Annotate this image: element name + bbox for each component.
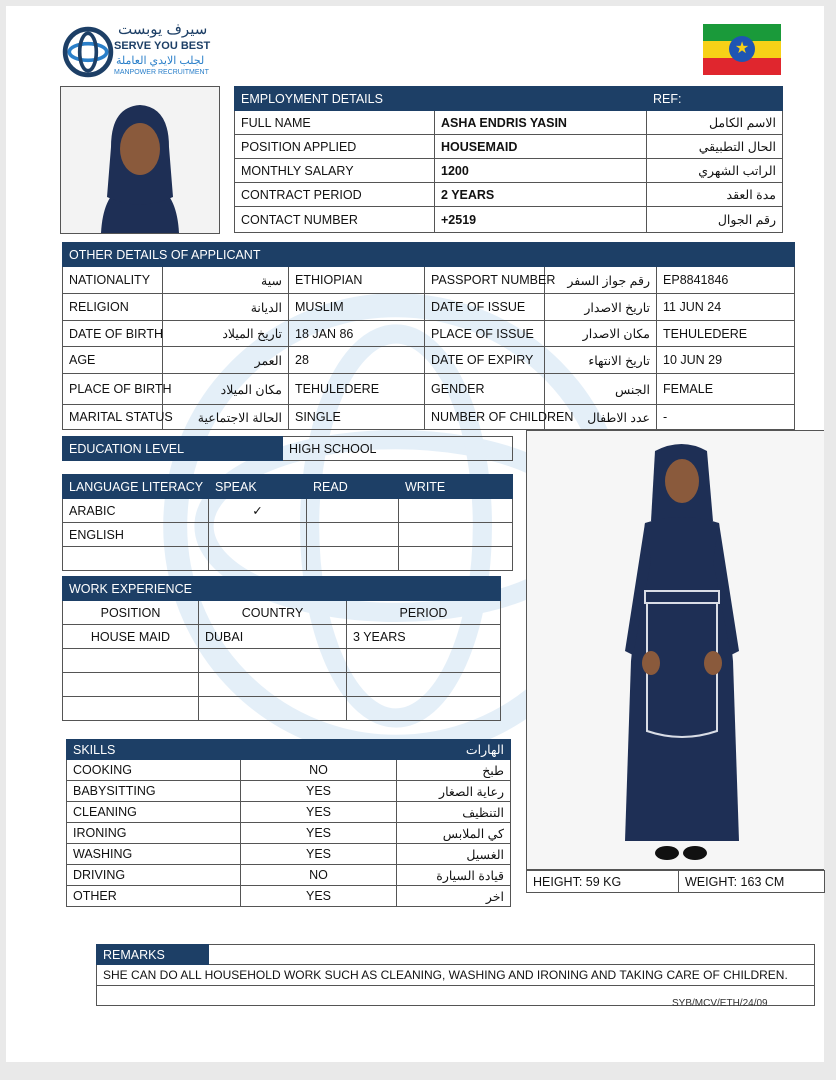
issue-place-arabic: مكان الاصدار (545, 321, 657, 347)
skills-title: SKILLS (67, 740, 397, 760)
birth-place-value: TEHULEDERE (289, 374, 425, 405)
skill-arabic: كي الملابس (397, 823, 511, 844)
height-value: HEIGHT: 59 KG (527, 871, 679, 893)
language-header: LANGUAGE LITERACY (63, 475, 209, 499)
work-period (347, 649, 501, 673)
table-row (63, 547, 513, 571)
country-header: COUNTRY (199, 601, 347, 625)
work-country (199, 697, 347, 721)
skills-section (66, 739, 510, 907)
table-row (67, 844, 511, 865)
skill-value: YES (241, 802, 397, 823)
table-row (67, 802, 511, 823)
table-row (67, 886, 511, 907)
position-label: POSITION APPLIED (235, 135, 435, 159)
education-section (62, 436, 512, 461)
other-details-title: OTHER DETAILS OF APPLICANT (63, 243, 425, 267)
age-value: 28 (289, 347, 425, 374)
skill-name: IRONING (67, 823, 241, 844)
table-row (67, 823, 511, 844)
skill-value: NO (241, 760, 397, 781)
position-arabic: الحال التطبيقي (647, 135, 783, 159)
full-name-arabic: الاسم الكامل (647, 111, 783, 135)
children-arabic: عدد الاطفال (545, 405, 657, 430)
skill-arabic: اخر (397, 886, 511, 907)
expiry-value: 10 JUN 29 (657, 347, 795, 374)
work-position: HOUSE MAID (63, 625, 199, 649)
company-arabic: سيرف يوبست (118, 21, 208, 38)
write-header: WRITE (399, 475, 513, 499)
passport-arabic: رقم جواز السفر (545, 267, 657, 294)
table-row (63, 625, 501, 649)
children-value: - (657, 405, 795, 430)
gender-value: FEMALE (657, 374, 795, 405)
issue-date-value: 11 JUN 24 (657, 294, 795, 321)
religion-arabic: الديانة (163, 294, 289, 321)
language-name: ARABIC (63, 499, 209, 523)
skill-name: CLEANING (67, 802, 241, 823)
work-period (347, 697, 501, 721)
speak-cell (209, 547, 307, 571)
expiry-arabic: تاريخ الانتهاء (545, 347, 657, 374)
remarks-title: REMARKS (97, 945, 209, 965)
religion-label: RELIGION (63, 294, 163, 321)
company-sub: MANPOWER RECRUITMENT (114, 69, 209, 76)
table-row (63, 649, 501, 673)
period-header: PERIOD (347, 601, 501, 625)
other-details-section (62, 242, 794, 430)
company-arabic-sub: لجلب الايدي العاملة (116, 55, 205, 67)
cv-page (6, 6, 824, 1062)
birth-place-arabic: مكان الميلاد (163, 374, 289, 405)
applicant-full-photo (526, 430, 824, 870)
other-details-header-blank (425, 243, 795, 267)
language-section (62, 474, 512, 571)
work-period (347, 673, 501, 697)
table-row (63, 499, 513, 523)
applicant-portrait-photo (60, 86, 220, 234)
contract-label: CONTRACT PERIOD (235, 183, 435, 207)
skill-value: YES (241, 844, 397, 865)
language-name: ENGLISH (63, 523, 209, 547)
dob-label: DATE OF BIRTH (63, 321, 163, 347)
marital-value: SINGLE (289, 405, 425, 430)
table-row (63, 523, 513, 547)
work-position (63, 697, 199, 721)
birth-place-label: PLACE OF BIRTH (63, 374, 163, 405)
gender-label: GENDER (425, 374, 545, 405)
nationality-arabic: سية (163, 267, 289, 294)
skill-arabic: قيادة السيارة (397, 865, 511, 886)
work-experience-title: WORK EXPERIENCE (63, 577, 347, 601)
ethiopia-flag-icon: ★ (703, 24, 781, 75)
work-country (199, 673, 347, 697)
skill-arabic: التنظيف (397, 802, 511, 823)
education-value: HIGH SCHOOL (283, 437, 513, 461)
ref-label: REF: (647, 87, 783, 111)
children-label: NUMBER OF CHILDREN (425, 405, 545, 430)
age-arabic: العمر (163, 347, 289, 374)
dob-arabic: تاريخ الميلاد (163, 321, 289, 347)
dob-value: 18 JAN 86 (289, 321, 425, 347)
employment-details-title: EMPLOYMENT DETAILS (235, 87, 647, 111)
skill-name: COOKING (67, 760, 241, 781)
skill-value: YES (241, 781, 397, 802)
full-name-label: FULL NAME (235, 111, 435, 135)
expiry-label: DATE OF EXPIRY (425, 347, 545, 374)
work-country (199, 649, 347, 673)
company-logo-icon (62, 26, 114, 78)
passport-value: EP8841846 (657, 267, 795, 294)
work-period: 3 YEARS (347, 625, 501, 649)
education-label: EDUCATION LEVEL (63, 437, 283, 461)
read-cell (307, 499, 399, 523)
language-name (63, 547, 209, 571)
employment-details-section (234, 86, 782, 233)
issue-place-label: PLACE OF ISSUE (425, 321, 545, 347)
table-row (63, 673, 501, 697)
work-header-blank (347, 577, 501, 601)
read-header: READ (307, 475, 399, 499)
position-value: HOUSEMAID (435, 135, 647, 159)
religion-value: MUSLIM (289, 294, 425, 321)
skill-value: YES (241, 886, 397, 907)
issue-date-arabic: تاريخ الاصدار (545, 294, 657, 321)
skill-name: WASHING (67, 844, 241, 865)
contact-label: CONTACT NUMBER (235, 207, 435, 233)
marital-arabic: الحالة الاجتماعية (163, 405, 289, 430)
skill-name: BABYSITTING (67, 781, 241, 802)
work-position (63, 649, 199, 673)
table-row (67, 781, 511, 802)
position-header: POSITION (63, 601, 199, 625)
contact-value: +2519 (435, 207, 647, 233)
weight-value: WEIGHT: 163 CM (679, 871, 825, 893)
remarks-header-blank (209, 945, 815, 965)
contract-value: 2 YEARS (435, 183, 647, 207)
check-icon: ✓ (209, 499, 307, 523)
skill-arabic: رعاية الصغار (397, 781, 511, 802)
age-label: AGE (63, 347, 163, 374)
write-cell (399, 499, 513, 523)
gender-arabic: الجنس (545, 374, 657, 405)
company-name: SERVE YOU BEST (114, 40, 211, 52)
read-cell (307, 523, 399, 547)
salary-arabic: الراتب الشهري (647, 159, 783, 183)
passport-label: PASSPORT NUMBER (425, 267, 545, 294)
contract-arabic: مدة العقد (647, 183, 783, 207)
skill-arabic: طبخ (397, 760, 511, 781)
read-cell (307, 547, 399, 571)
salary-label: MONTHLY SALARY (235, 159, 435, 183)
marital-label: MARITAL STATUS (63, 405, 163, 430)
skill-arabic: الغسيل (397, 844, 511, 865)
work-position (63, 673, 199, 697)
skill-name: DRIVING (67, 865, 241, 886)
issue-date-label: DATE OF ISSUE (425, 294, 545, 321)
company-logo (62, 22, 222, 84)
salary-value: 1200 (435, 159, 647, 183)
work-country: DUBAI (199, 625, 347, 649)
skill-name: OTHER (67, 886, 241, 907)
speak-cell (209, 523, 307, 547)
table-row (63, 697, 501, 721)
document-code: SYB/MCV/ETH/24/09 (672, 998, 768, 1009)
skills-title-arabic: الهارات (397, 740, 511, 760)
write-cell (399, 523, 513, 547)
table-row (67, 760, 511, 781)
work-experience-section (62, 576, 500, 721)
contact-arabic: رقم الجوال (647, 207, 783, 233)
write-cell (399, 547, 513, 571)
full-name-value: ASHA ENDRIS YASIN (435, 111, 647, 135)
skill-value: NO (241, 865, 397, 886)
nationality-value: ETHIOPIAN (289, 267, 425, 294)
remarks-section (96, 944, 814, 1006)
nationality-label: NATIONALITY (63, 267, 163, 294)
issue-place-value: TEHULEDERE (657, 321, 795, 347)
skill-value: YES (241, 823, 397, 844)
speak-header: SPEAK (209, 475, 307, 499)
table-row (67, 865, 511, 886)
remarks-text: SHE CAN DO ALL HOUSEHOLD WORK SUCH AS CLEANING, WASHING AND IRONING AND TAKING CARE OF CHILDREN. (97, 965, 815, 986)
measurements-section (526, 870, 824, 893)
